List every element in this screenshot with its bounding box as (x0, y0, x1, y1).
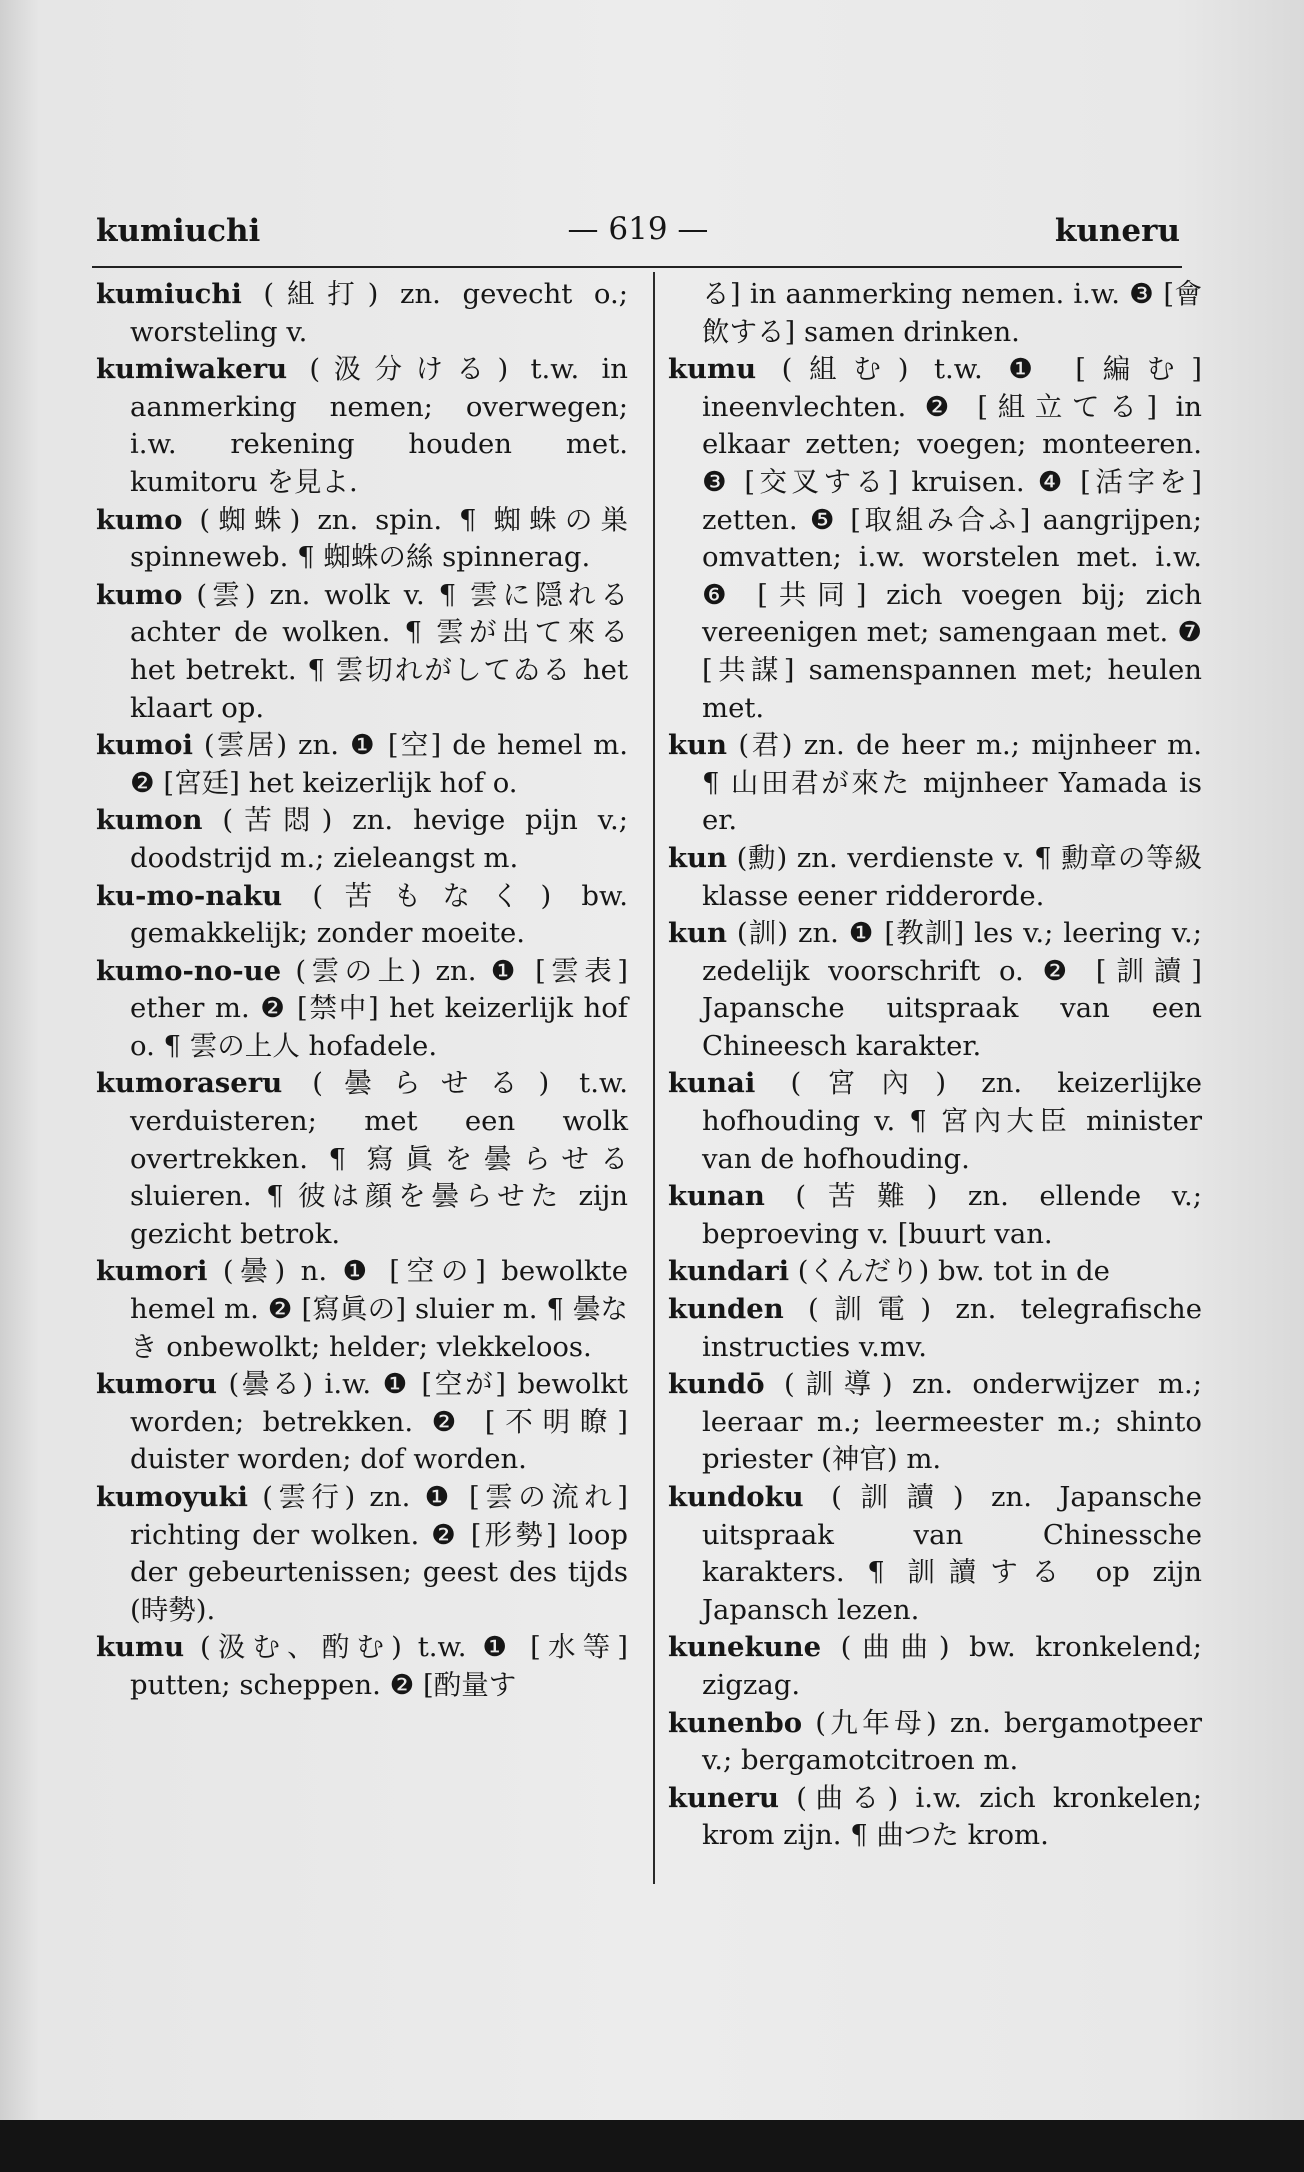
headword: kumoraseru (96, 1067, 283, 1100)
dictionary-entry (96, 1479, 628, 1629)
headword: kuneru (668, 1781, 780, 1814)
headword: kunenbo (668, 1706, 803, 1739)
dictionary-entry (96, 727, 628, 802)
right-column (668, 276, 1202, 1855)
dictionary-entry (96, 953, 628, 1066)
definition: (曲曲) bw. kronkelend; zigzag. (702, 1631, 1202, 1701)
headword: kunan (668, 1180, 765, 1213)
dictionary-entry (668, 1366, 1202, 1479)
definition: (苦もなく) bw. gemakkelijk; zonder moeite. (130, 879, 628, 950)
dictionary-entry (96, 1366, 628, 1479)
left-column (96, 276, 628, 1705)
headword: kunden (668, 1293, 784, 1326)
header-rule (92, 266, 1182, 268)
definition: (蜘蛛) zn. spin. ¶ 蜘蛛の巣 spinneweb. ¶ 蜘蛛の絲 spinnerag. (130, 503, 628, 574)
definition: (訓讀) zn. Japansche uitspraak van Chinessche karakters. ¶ 訓讀する op zijn Japansch lezen. (702, 1481, 1202, 1626)
dictionary-entry (668, 1253, 1202, 1291)
headword: kunai (668, 1067, 756, 1100)
guide-word-left: kumiuchi (96, 213, 261, 249)
definition: (苦難) zn. ellende v.; beproeving v. [buurt van. (702, 1180, 1202, 1250)
guide-word-right: kuneru (1054, 213, 1180, 249)
headword: kumoi (96, 729, 193, 762)
definition: (雲の上) zn. ❶ [雲表] ether m. ❷ [禁中] het keizerlijk hof o. ¶ 雲の上人 hofadele. (130, 954, 628, 1062)
definition: (汲分ける) t.w. in aanmerking nemen; overwegen; i.w. rekening houden met. kumitoru を見よ. (130, 353, 628, 498)
headword: kundō (668, 1368, 765, 1401)
page-header (96, 205, 1180, 265)
dictionary-entry (668, 840, 1202, 915)
dictionary-entry (668, 915, 1202, 1065)
dictionary-entry (668, 1705, 1202, 1780)
dictionary-entry (668, 1065, 1202, 1178)
headword: kumoru (96, 1368, 217, 1401)
definition: (曇る) i.w. ❶ [空が] bewolkt worden; betrekken. ❷ [不明瞭] duister worden; dof worden. (130, 1368, 628, 1476)
definition: (訓) zn. ❶ [教訓] les v.; leering v.; zedelijk voorschrift o. ❷ [訓讀] Japansche uitspraak van een Chineesch karakter. (702, 917, 1202, 1062)
dictionary-entry (668, 1479, 1202, 1629)
headword: kundari (668, 1255, 790, 1288)
headword: kumu (96, 1631, 185, 1664)
dictionary-entry (668, 351, 1202, 727)
dictionary-entry (668, 1629, 1202, 1704)
headword: kumo (96, 503, 183, 536)
definition: (君) zn. de heer m.; mijnheer m. ¶ 山田君が來た mijnheer Yamada is er. (702, 729, 1202, 837)
headword: kun (668, 841, 728, 874)
definition: (九年母) zn. bergamotpeer v.; bergamotcitroen m. (702, 1706, 1202, 1777)
dictionary-entry (96, 1253, 628, 1366)
definition: (訓導) zn. onderwijzer m.; leeraar m.; leermeester m.; shinto priester (神官) m. (702, 1368, 1202, 1476)
page-number: — 619 — (567, 211, 709, 247)
definition: (くんだり) bw. tot in de (789, 1255, 1110, 1288)
entry-continuation: る] in aanmerking nemen. i.w. ❸ [會飲する] samen drinken. (702, 278, 1202, 348)
dictionary-entry (96, 1629, 628, 1704)
definition: (組打) zn. gevecht o.; worsteling v. (130, 278, 628, 348)
dictionary-entry (96, 878, 628, 953)
headword: kumu (668, 353, 757, 386)
headword: kumori (96, 1255, 208, 1288)
dictionary-entry (96, 802, 628, 877)
dictionary-entry (96, 276, 628, 351)
definition: (曇) n. ❶ [空の] bewolkte hemel m. ❷ [寫眞の] sluier m. ¶ 曇なき onbewolkt; helder; vlekkeloos. (130, 1255, 628, 1363)
definition: (訓電) zn. telegrafische instructies v.mv. (702, 1293, 1202, 1363)
dictionary-entry (668, 727, 1202, 840)
headword: kumo (96, 578, 183, 611)
dictionary-entry (96, 351, 628, 501)
headword: kun (668, 729, 728, 762)
headword: kumiuchi (96, 278, 242, 310)
definition: (宮內) zn. keizerlijke hofhouding v. ¶ 宮內大臣 minister van de hofhouding. (702, 1067, 1202, 1175)
definition: (曇らせる) t.w. verduisteren; met een wolk overtrekken. ¶ 寫眞を曇らせる sluieren. ¶ 彼は顔を曇らせた zijn gezicht betrok. (130, 1067, 628, 1250)
dictionary-entry (96, 577, 628, 727)
definition: (雲行) zn. ❶ [雲の流れ] richting der wolken. ❷ [形勢] loop der gebeurtenissen; geest des tijds (時勢). (130, 1481, 628, 1626)
scan-border (0, 2120, 1304, 2172)
definition: (雲居) zn. ❶ [空] de hemel m. ❷ [宮廷] het keizerlijk hof o. (130, 729, 628, 799)
headword: kundoku (668, 1481, 804, 1513)
column-divider (653, 272, 655, 1884)
definition: (勳) zn. verdienste v. ¶ 勳章の等級 klasse eener ridderorde. (702, 841, 1202, 912)
headword: kumon (96, 804, 203, 837)
dictionary-entry (668, 1178, 1202, 1253)
dictionary-entry (96, 1065, 628, 1253)
dictionary-entry (668, 1780, 1202, 1855)
dictionary-entry (668, 1291, 1202, 1366)
definition: (曲る) i.w. zich kronkelen; krom zijn. ¶ 曲つた krom. (702, 1781, 1202, 1852)
headword: kun (668, 917, 728, 950)
headword: ku-mo-naku (96, 879, 283, 912)
definition: (組む) t.w. ❶ [編む] ineenvlechten. ❷ [組立てる] in elkaar zetten; voegen; monteeren. ❸ [交叉する] kruisen. ❹ [活字を] zetten. ❺ [取組み合ふ] aangrijpen; omvatten; i.w. worstelen met. i.w. ❻ [共同] zich voegen bij; zich vereenigen met; samengaan met. ❼ [共謀] samenspannen met; heulen met. (702, 353, 1202, 724)
definition: (汲む、酌む) t.w. ❶ [水等] putten; scheppen. ❷ [酌量す (130, 1631, 628, 1701)
headword: kumoyuki (96, 1481, 248, 1513)
headword: kumo-no-ue (96, 954, 282, 987)
definition: (雲) zn. wolk v. ¶ 雲に隠れる achter de wolken. ¶ 雲が出て來る het betrekt. ¶ 雲切れがしてゐる het klaart op. (130, 578, 628, 724)
headword: kumiwakeru (96, 353, 288, 386)
definition: (苦悶) zn. hevige pijn v.; doodstrijd m.; zieleangst m. (130, 804, 628, 874)
dictionary-entry (96, 502, 628, 577)
headword: kunekune (668, 1631, 822, 1664)
